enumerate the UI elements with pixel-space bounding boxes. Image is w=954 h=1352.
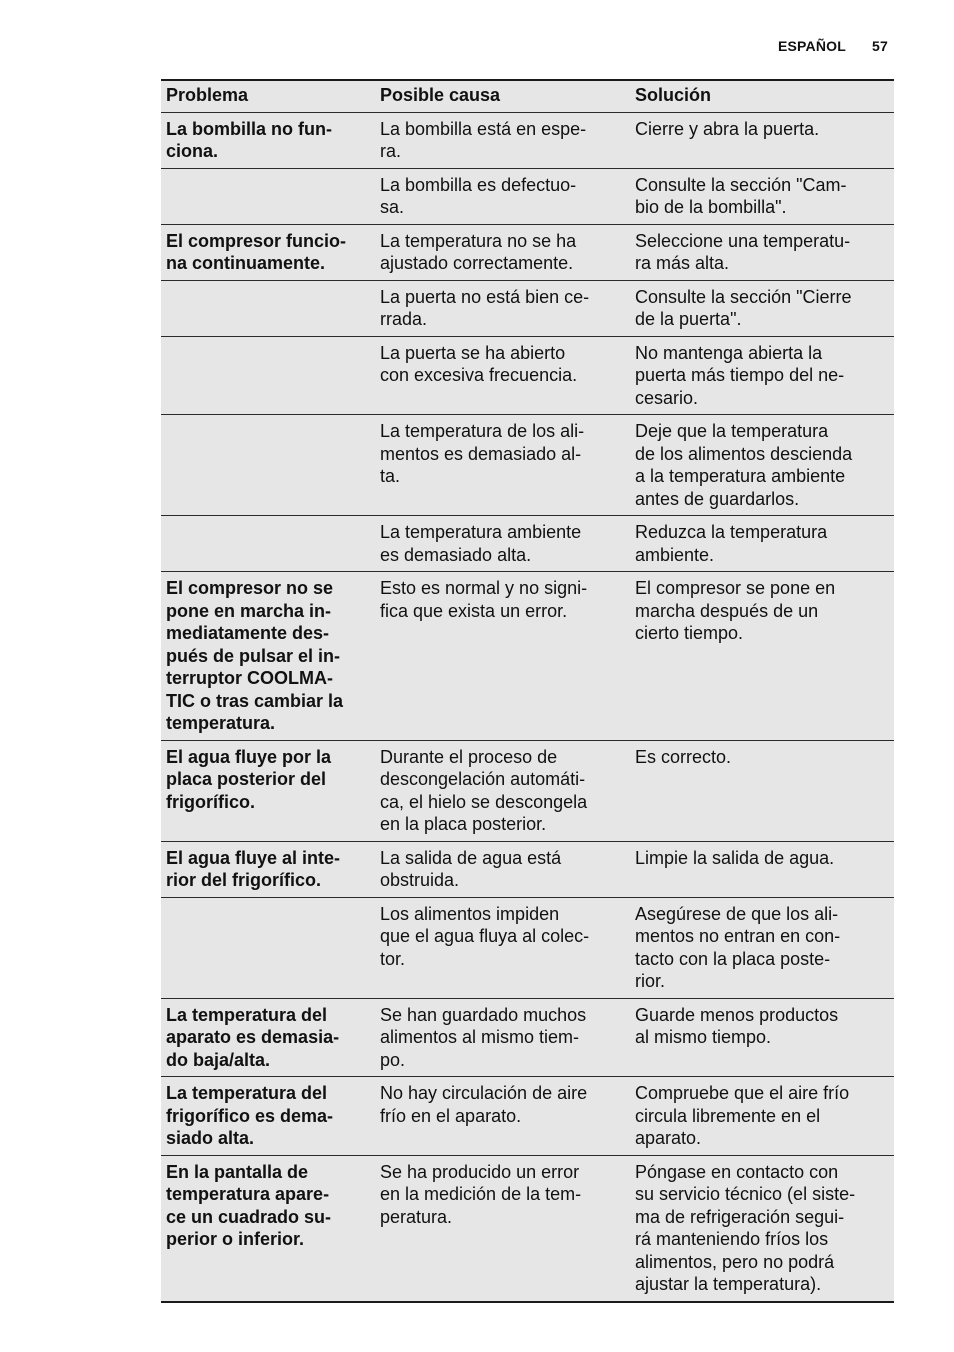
solution-cell: Consulte la sección "Cierre de la puerta". (635, 286, 852, 329)
solution-cell: No mantenga abierta la puerta más tiempo del ne- cesario. (635, 342, 845, 408)
table-row (161, 113, 894, 169)
solution-cell: Es correcto. (635, 746, 732, 767)
problem-cell (161, 281, 375, 336)
table-header-row (161, 81, 894, 113)
table-row (161, 415, 894, 516)
column-header-cause: Posible causa (380, 85, 501, 105)
problem-cell (161, 415, 375, 515)
solution-cell: Limpie la salida de agua. (635, 847, 835, 868)
problem-cell (161, 169, 375, 224)
problem-cell: El compresor funcio- na continuamente. (166, 230, 347, 273)
column-header-problem: Problema (166, 85, 249, 105)
cause-cell: La bombilla es defectuo- sa. (380, 174, 577, 217)
table-row (161, 337, 894, 416)
table-row (161, 999, 894, 1078)
cause-cell: La temperatura de los ali- mentos es demasiado al- ta. (380, 421, 585, 486)
cause-cell: Se ha producido un error en la medición de la tem- peratura. (380, 1161, 582, 1227)
cause-cell: Durante el proceso de descongelación automáti- ca, el hielo se descongela en la placa posterior. (380, 746, 588, 834)
problem-cell: El agua fluye por la placa posterior del frigorífico. (166, 746, 332, 812)
solution-cell: Seleccione una temperatu- ra más alta. (635, 230, 851, 273)
section-title: ESPAÑOL (777, 38, 847, 54)
solution-cell: Cierre y abra la puerta. (635, 118, 820, 139)
table-row (161, 572, 894, 741)
cause-cell: Se han guardado muchos alimentos al mismo tiem- po. (380, 1004, 587, 1070)
table-row (161, 169, 894, 225)
problem-cell: La bombilla no fun- ciona. (166, 118, 332, 161)
problem-cell (161, 516, 375, 571)
problem-cell: La temperatura del frigorífico es dema- siado alta. (166, 1083, 334, 1148)
cause-cell: Esto es normal y no signi- fica que exista un error. (380, 578, 588, 621)
page-header (778, 38, 888, 54)
cause-cell: Los alimentos impiden que el agua fluya al colec- tor. (380, 903, 590, 969)
solution-cell: Reduzca la temperatura ambiente. (635, 522, 828, 565)
problem-cell: En la pantalla de temperatura apare- ce un cuadrado su- perior o inferior. (166, 1161, 332, 1249)
table-row (161, 281, 894, 337)
solution-cell: Compruebe que el aire frío circula libremente en el aparato. (635, 1083, 850, 1148)
cause-cell: No hay circulación de aire frío en el aparato. (380, 1083, 588, 1126)
cause-cell: La salida de agua está obstruida. (380, 847, 562, 890)
cause-cell: La bombilla está en espe- ra. (380, 118, 587, 161)
table-row (161, 516, 894, 572)
page-number: 57 (872, 38, 888, 54)
cause-cell: La puerta se ha abierto con excesiva frecuencia. (380, 342, 578, 385)
solution-cell: Guarde menos productos al mismo tiempo. (635, 1004, 839, 1047)
problem-cell: El compresor no se pone en marcha in- mediatamente des- pués de pulsar el in- terruptor COOLMA- TIC o tras cambiar la temperatura. (166, 578, 344, 733)
column-header-solution: Solución (635, 85, 711, 105)
problem-cell: La temperatura del aparato es demasia- do baja/alta. (166, 1004, 340, 1070)
problem-cell (161, 337, 375, 415)
problem-cell: El agua fluye al inte- rior del frigorífico. (166, 847, 341, 890)
cause-cell: La temperatura ambiente es demasiado alta. (380, 522, 582, 565)
table-row (161, 225, 894, 281)
table-row (161, 842, 894, 898)
solution-cell: Deje que la temperatura de los alimentos descienda a la temperatura ambiente antes de guardarlos. (635, 421, 853, 509)
table-row (161, 1156, 894, 1301)
troubleshooting-table (161, 79, 894, 1303)
cause-cell: La puerta no está bien ce- rrada. (380, 286, 590, 329)
table-row (161, 898, 894, 999)
solution-cell: Póngase en contacto con su servicio técnico (el siste- ma de refrigeración segui- rá manteniendo fríos los alimentos, pero no podrá ajustar la temperatura). (635, 1161, 856, 1294)
table-row (161, 1077, 894, 1156)
problem-cell (161, 898, 375, 998)
table-row (161, 741, 894, 842)
solution-cell: Asegúrese de que los ali- mentos no entran en con- tacto con la placa poste- rior. (635, 903, 841, 991)
solution-cell: El compresor se pone en marcha después de un cierto tiempo. (635, 578, 836, 643)
cause-cell: La temperatura no se ha ajustado correctamente. (380, 230, 577, 273)
solution-cell: Consulte la sección "Cam- bio de la bombilla". (635, 174, 847, 217)
table-body (161, 113, 894, 1301)
